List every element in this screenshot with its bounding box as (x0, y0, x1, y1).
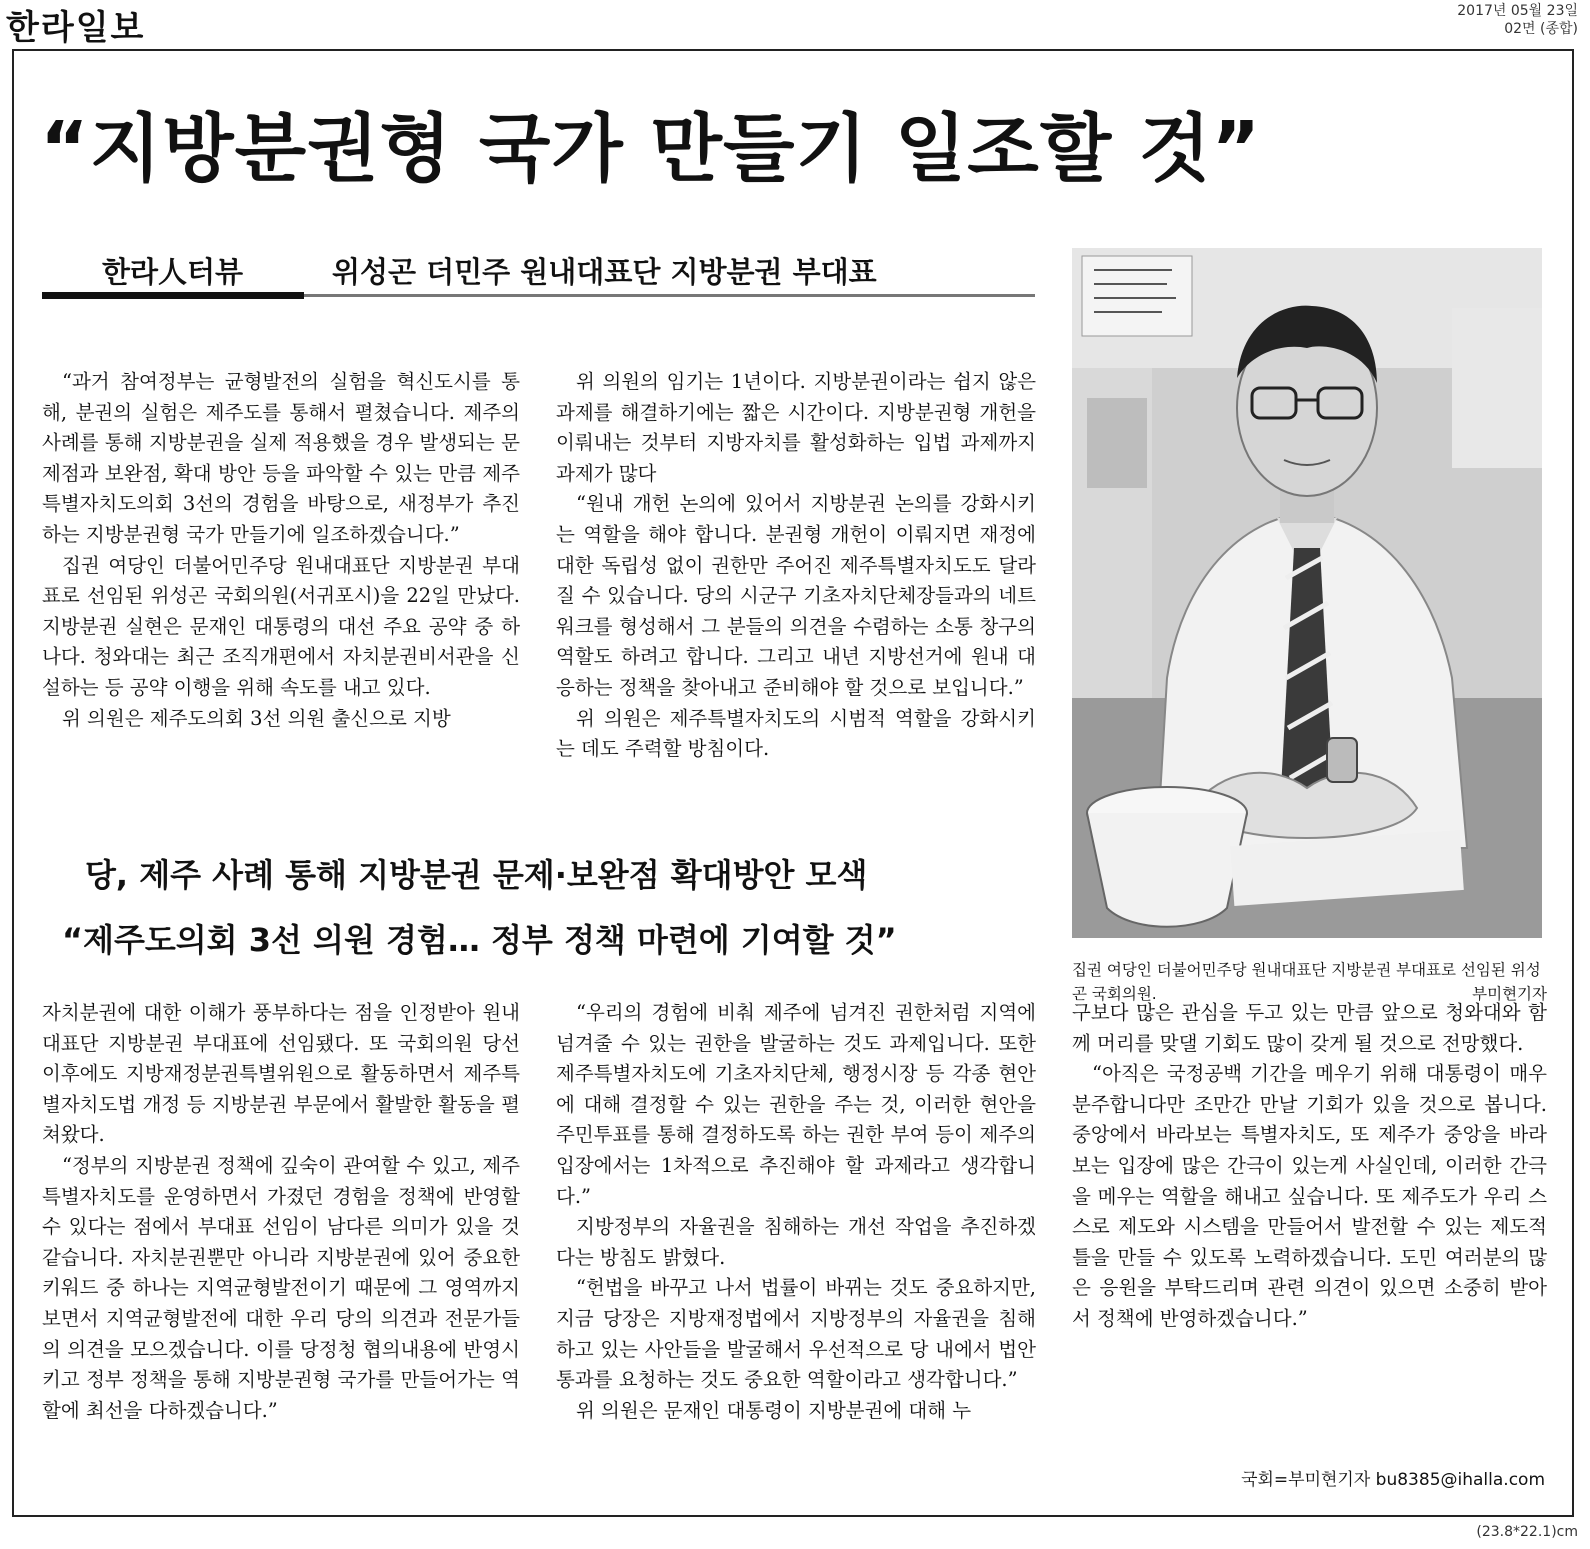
body-column-upper-left (42, 367, 520, 734)
paragraph: 자치분권에 대한 이해가 풍부하다는 점을 인정받아 원내대표단 지방분권 부대표에 선임됐다. 또 국회의원 당선 이후에도 지방재정분권특별위원으로 활동하면서 제주특별자치도법 개정 등 지방분권 부문에서 활발한 활동을 펼쳐왔다. (42, 1001, 520, 1147)
kicker-rule-thick (42, 292, 304, 299)
kicker-subtitle: 위성곤 더민주 원내대표단 지방분권 부대표 (332, 255, 877, 289)
paragraph: “원내 개헌 논의에 있어서 지방분권 논의를 강화시키는 역할을 해야 합니다. 분권형 개헌이 이뤄지면 재정에 대한 독립성 없이 권한만 주어진 제주특별자치도도 달라질 수 있습니다. 당의 시군구 기초자치단체장들과의 네트워크를 형성해서 그 분들의 의견을 수렴하는 소통 창구의 역할도 하려고 합니다. 그리고 내년 지방선거에 원내 대응하는 정책을 찾아내고 준비해야 할 것으로 보입니다.” (556, 492, 1036, 699)
kicker-series-name: 한라人터뷰 (102, 255, 244, 289)
byline: 국회=부미현기자 bu8385@ihalla.com (1241, 1470, 1545, 1490)
paragraph: 위 의원의 임기는 1년이다. 지방분권이라는 쉽지 않은 과제를 해결하기에는 짧은 시간이다. 지방분권형 개헌을 이뤄내는 것부터 지방자치를 활성화하는 입법 과제까지 과제가 많다 (556, 370, 1036, 485)
paragraph: 지방정부의 자율권을 침해하는 개선 작업을 추진하겠다는 방침도 밝혔다. (556, 1215, 1036, 1269)
masthead-logo: 한라일보 (6, 8, 146, 48)
paragraph: 구보다 많은 관심을 두고 있는 만큼 앞으로 청와대와 함께 머리를 맞댈 기회도 많이 갖게 될 것으로 전망했다. (1072, 1001, 1547, 1055)
body-column-lower-middle (556, 998, 1036, 1426)
paragraph: 집권 여당인 더불어민주당 원내대표단 지방분권 부대표로 선임된 위성곤 국회의원(서귀포시)을 22일 만났다. 지방분권 실현은 문재인 대통령의 대선 주요 공약 중 하나다. 청와대는 최근 조직개편에서 자치분권비서관을 신설하는 등 공약 이행을 위해 속도를 내고 있다. (42, 553, 520, 699)
paragraph: “정부의 지방분권 정책에 깊숙이 관여할 수 있고, 제주특별자치도를 운영하면서 가졌던 경험을 정책에 반영할 수 있다는 점에서 부대표 선임이 남다른 의미가 있을 것 같습니다. 자치분권뿐만 아니라 지방분권에 있어 중요한 키워드 중 하나는 지역균형발전이기 때문에 그 영역까지 보면서 지역균형발전에 대한 우리 당의 의견과 전문가들의 의견을 모으겠습니다. 이를 당정청 협의내용에 반영시키고 정부 정책을 통해 지방분권형 국가를 만들어가는 역할에 최선을 다하겠습니다.” (42, 1153, 520, 1422)
paragraph: 위 의원은 제주특별자치도의 시범적 역할을 강화시키는 데도 주력할 방침이다. (556, 706, 1036, 761)
body-column-lower-left (42, 998, 520, 1426)
paragraph: “과거 참여정부는 균형발전의 실험을 혁신도시를 통해, 분권의 실험은 제주도를 통해서 펼쳤습니다. 제주의 사례를 통해 지방분권을 실제 적용했을 경우 발생되는 문제점과 보완점, 확대 방안 등을 파악할 수 있는 만큼 제주특별자치도의회 3선의 경험을 바탕으로, 새정부가 추진하는 지방분권형 국가 만들기에 일조하겠습니다.” (42, 370, 520, 546)
headline: “지방분권형 국가 만들기 일조할 것” (40, 106, 1262, 192)
paragraph: “아직은 국정공백 기간을 메우기 위해 대통령이 매우 분주합니다만 조만간 만날 기회가 있을 것으로 봅니다. 중앙에서 바라보는 특별자치도, 또 제주가 중앙을 바라보는 입장에 많은 간극이 있는게 사실인데, 이러한 간극을 메우는 역할을 해내고 싶습니다. 또 제주도가 우리 스스로 제도와 시스템을 만들어서 발전할 수 있는 제도적 틀을 만들 수 있도록 노력하겠습니다. 도민 여러분의 많은 응원을 부탁드리며 관련 의견이 있으면 소중히 받아서 정책에 반영하겠습니다.” (1072, 1062, 1547, 1330)
subheadline-2: “제주도의회 3선 의원 경험… 정부 정책 마련에 기여할 것” (62, 921, 897, 959)
body-column-lower-right (1072, 998, 1547, 1335)
paragraph: 위 의원은 제주도의회 3선 의원 출신으로 지방 (62, 706, 451, 730)
subheadline-1: 당, 제주 사례 통해 지방분권 문제·보완점 확대방안 모색 (85, 856, 868, 894)
dateline (1457, 2, 1578, 38)
caption-credit: 부미현기자 (1472, 985, 1547, 1003)
body-column-upper-right (556, 367, 1036, 765)
portrait-photo (1072, 248, 1542, 938)
clipping-size: (23.8*22.1)cm (1476, 1524, 1578, 1540)
kicker-rule-thin (304, 294, 1035, 297)
paragraph: “우리의 경험에 비춰 제주에 넘겨진 권한처럼 지역에 넘겨줄 수 있는 권한을 발굴하는 것도 과제입니다. 또한 제주특별자치도에 기초자치단체, 행정시장 등 각종 현안에 대해 결정할 수 있는 권한을 주는 것, 이러한 현안을 주민투표를 통해 결정하도록 하는 권한 부여 등이 제주의 입장에서는 1차적으로 추진해야 할 과제라고 생각합니다.” (556, 1001, 1036, 1208)
page-section: 02면 (종합) (1504, 21, 1578, 37)
paragraph: “헌법을 바꾸고 나서 법률이 바뀌는 것도 중요하지만, 지금 당장은 지방재정법에서 지방정부의 자율권을 침해하고 있는 사안들을 발굴해서 우선적으로 당 내에서 법안 통과를 요청하는 것도 중요한 역할이라고 생각합니다.” (556, 1276, 1036, 1392)
caption-text: 집권 여당인 더불어민주당 원내대표단 지방분권 부대표로 선임된 위성곤 국회의원. (1072, 961, 1541, 1003)
issue-date: 2017년 05월 23일 (1457, 3, 1578, 19)
paragraph: 위 의원은 문재인 대통령이 지방분권에 대해 누 (576, 1398, 972, 1422)
interview-kicker (42, 248, 1035, 302)
